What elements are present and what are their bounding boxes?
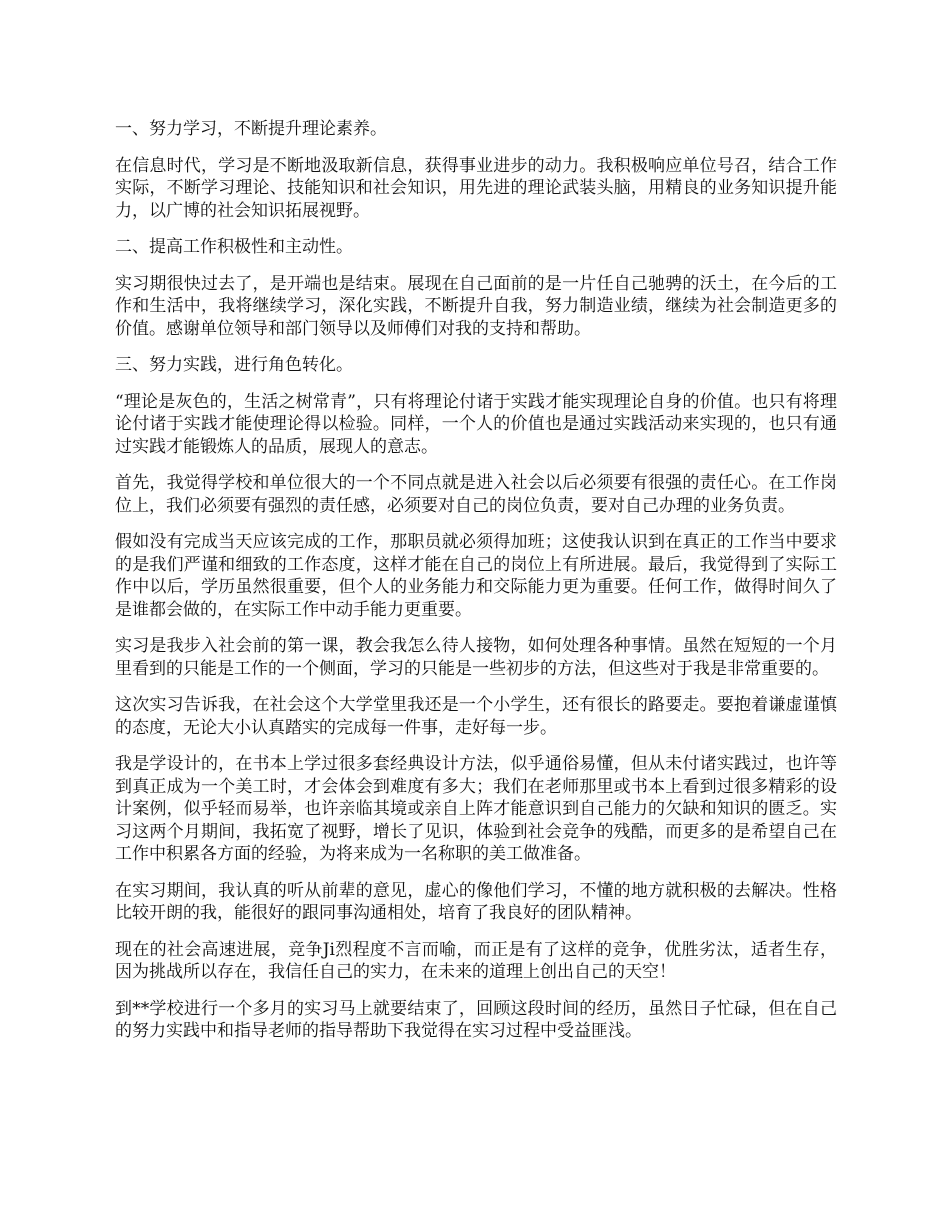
paragraph-theory-practice: “理论是灰色的，生活之树常青”，只有将理论付诸于实践才能实现理论自身的价值。也只有将理论付诸于实践才能使理论得以检验。同样，一个人的价值也是通过实践活动来实现的，也只有通过实践才能锻炼人的品质，展现人的意志。 — [115, 391, 837, 457]
paragraph-design-study: 我是学设计的，在书本上学过很多套经典设计方法，似乎通俗易懂，但从未付诸实践过，也许等到真正成为一个美工时，才会体会到难度有多大；我们在老师那里或书本上看到过很多精彩的设计案例，似乎轻而易举，也许亲临其境或亲自上阵才能意识到自己能力的欠缺和知识的匮乏。实习这两个月期间，我拓宽了视野，增长了见识，体验到社会竞争的残酷，而更多的是希望自己在工作中积累各方面的经验，为将来成为一名称职的美工做准备。 — [115, 754, 837, 864]
document-body — [115, 118, 837, 1057]
paragraph-responsibility: 首先，我觉得学校和单位很大的一个不同点就是进入社会以后必须要有很强的责任心。在工作岗位上，我们必须要有强烈的责任感，必须要对自己的岗位负责，要对自己办理的业务负责。 — [115, 473, 837, 516]
paragraph-overtime: 假如没有完成当天应该完成的工作，那职员就必须得加班；这使我认识到在真正的工作当中要求的是我们严谨和细致的工作态度，这样才能在自己的岗位上有所进展。最后，我觉得到了实际工作中以后，学历虽然很重要，但个人的业务能力和交际能力更为重要。任何工作，做得时间久了是谁都会做的，在实际工作中动手能力更重要。 — [115, 532, 837, 620]
section-heading-3: 三、努力实践，进行角色转化。 — [115, 355, 353, 375]
paragraph-long-road: 这次实习告诉我，在社会这个大学堂里我还是一个小学生，还有很长的路要走。要抱着谦虚谨慎的态度，无论大小认真踏实的完成每一件事，走好每一步。 — [115, 695, 837, 738]
section-heading-2: 二、提高工作积极性和主动性。 — [115, 237, 353, 257]
paragraph-information-age: 在信息时代，学习是不断地汲取新信息，获得事业进步的动力。我积极响应单位号召，结合工作实际，不断学习理论、技能知识和社会知识，用先进的理论武装头脑，用精良的业务知识提升能力，以广博的社会知识拓展视野。 — [115, 155, 837, 221]
paragraph-competition: 现在的社会高速进展，竞争Ji烈程度不言而喻，而正是有了这样的竞争，优胜劣汰，适者生存，因为挑战所以存在，我信任自己的实力，在未来的道理上创出自己的天空！ — [115, 939, 837, 982]
paragraph-conclusion: 到**学校进行一个多月的实习马上就要结束了，回顾这段时间的经历，虽然日子忙碌，但在自己的努力实践中和指导老师的指导帮助下我觉得在实习过程中受益匪浅。 — [115, 998, 837, 1041]
paragraph-team-spirit: 在实习期间，我认真的听从前辈的意见，虚心的像他们学习，不懂的地方就积极的去解决。性格比较开朗的我，能很好的跟同事沟通相处，培育了我良好的团队精神。 — [115, 880, 837, 923]
paragraph-first-lesson: 实习是我步入社会前的第一课，教会我怎么待人接物，如何处理各种事情。虽然在短短的一个月里看到的只能是工作的一个侧面，学习的只能是一些初步的方法，但这些对于我是非常重要的。 — [115, 636, 837, 679]
section-heading-1: 一、努力学习，不断提升理论素养。 — [115, 119, 387, 139]
paragraph-internship-ending: 实习期很快过去了，是开端也是结束。展现在自己面前的是一片任自己驰骋的沃土，在今后的工作和生活中，我将继续学习，深化实践，不断提升自我，努力制造业绩，继续为社会制造更多的价值。感谢单位领导和部门领导以及师傅们对我的支持和帮助。 — [115, 273, 837, 339]
